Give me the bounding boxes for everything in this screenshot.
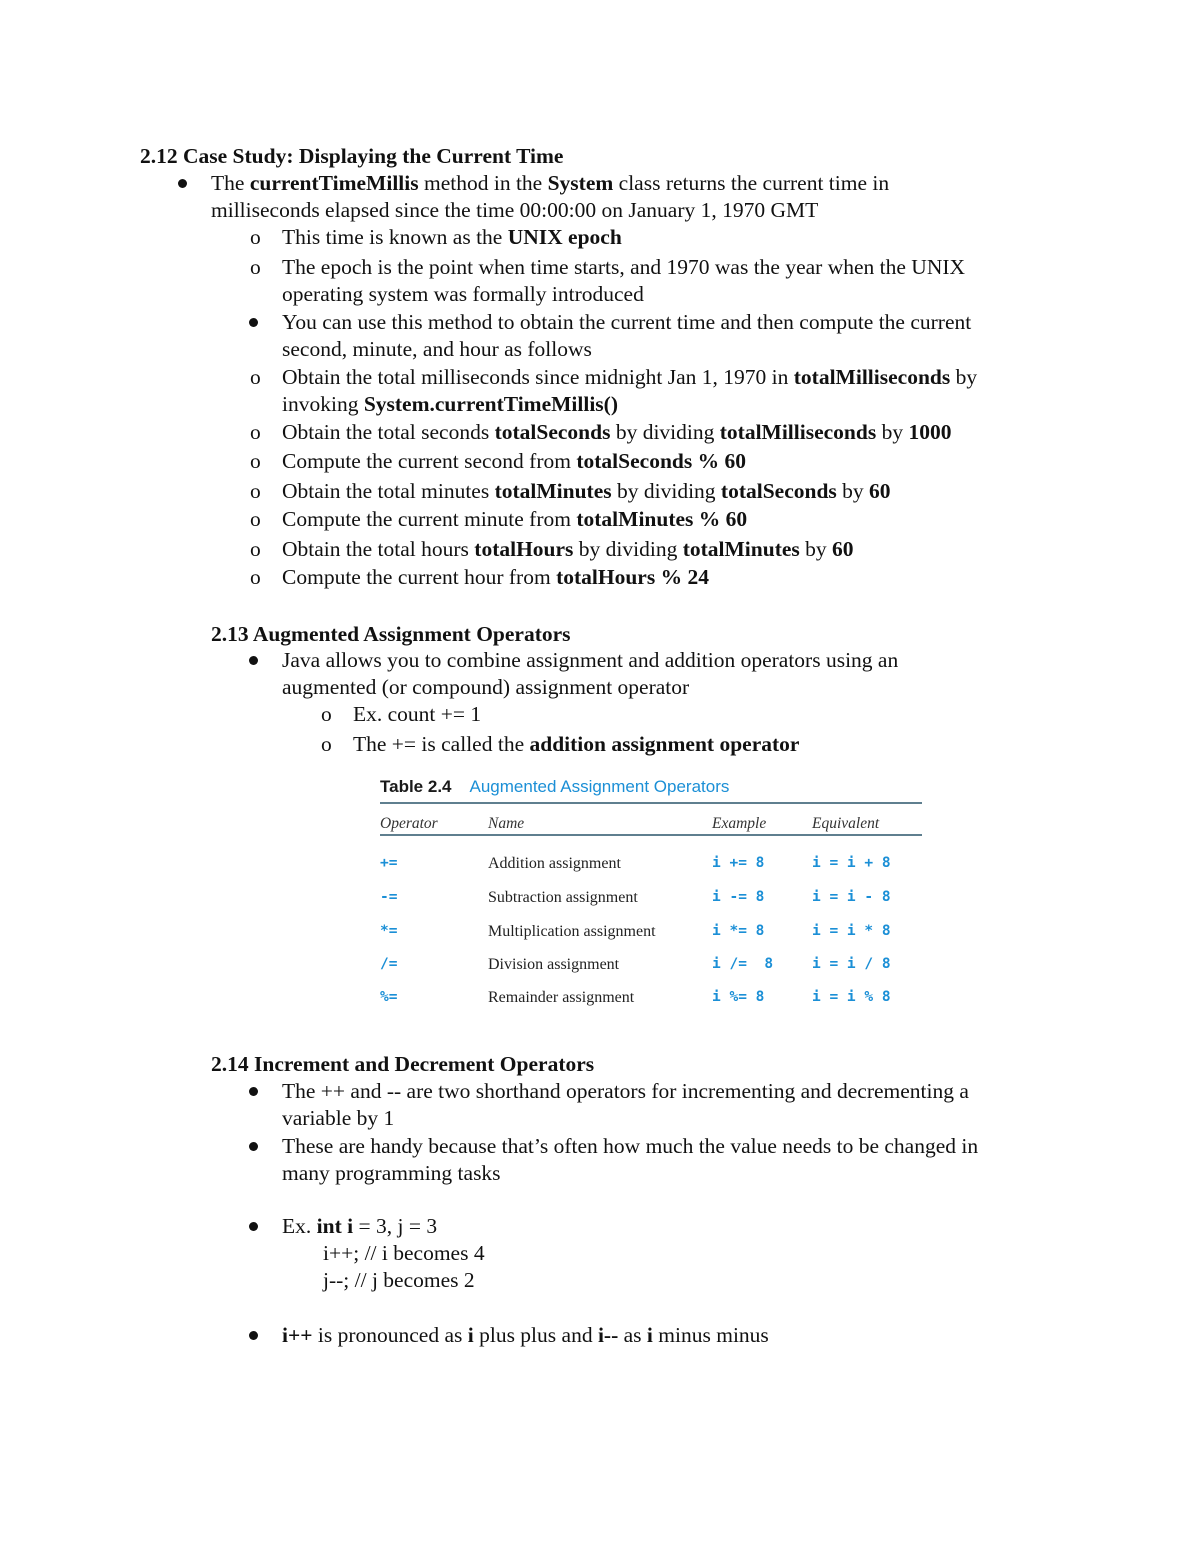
bullet-dot	[178, 179, 187, 188]
table-row: %= Remainder assignment i %= 8 i = i % 8	[380, 989, 891, 1006]
bullet-pronunciation: i++ is pronounced as i plus plus and i-- as i minus minus	[282, 1322, 1062, 1349]
bullet-dot	[249, 1331, 258, 1340]
bullet-current-time-millis: The currentTimeMillis method in the System class returns the current time in milliseconds elapsed since the time 00:00:00 on January 1, 1970 GMT	[211, 170, 991, 224]
table-title	[380, 776, 729, 798]
sub-item-total-minutes: o Obtain the total minutes totalMinutes by dividing totalSeconds by 60	[250, 479, 891, 503]
sub-item-epoch-definition: o The epoch is the point when time starts, and 1970 was the year when the UNIX operating system was formally introduced	[250, 255, 966, 306]
sub-item-current-second: o Compute the current second from totalSeconds % 60	[250, 449, 746, 473]
augmented-operators-table	[380, 776, 922, 1011]
bullet-dot	[249, 656, 258, 665]
table-header-name: Name	[488, 815, 525, 832]
table-row: -= Subtraction assignment i -= 8 i = i - 8	[380, 889, 891, 906]
sub-item-addition-assignment: o The += is called the addition assignment operator	[321, 732, 800, 756]
table-row: /= Division assignment i /= 8 i = i / 8	[380, 956, 891, 973]
bullet-compute-time: You can use this method to obtain the current time and then compute the current second, minute, and hour as follows	[282, 309, 1062, 363]
sub-item-count-example: o Ex. count += 1	[321, 702, 482, 726]
bullet-increment-example: Ex. int i = 3, j = 3 i++; // i becomes 4 j--; // j becomes 2	[282, 1213, 1062, 1294]
table-header-operator: Operator	[380, 815, 438, 832]
section-heading-2-14: 2.14 Increment and Decrement Operators	[211, 1052, 595, 1076]
table-row: += Addition assignment i += 8 i = i + 8	[380, 855, 891, 872]
bullet-dot	[249, 318, 258, 327]
bullet-dot	[249, 1222, 258, 1231]
section-heading-2-12: 2.12 Case Study: Displaying the Current Time	[140, 144, 564, 168]
bullet-shorthand-operators: The ++ and -- are two shorthand operators for incrementing and decrementing a variable by 1	[282, 1078, 1062, 1132]
sub-item-unix-epoch: o This time is known as the UNIX epoch	[250, 225, 622, 249]
table-header-rule	[380, 834, 922, 836]
table-row: *= Multiplication assignment i *= 8 i = i * 8	[380, 923, 891, 940]
bullet-dot	[249, 1087, 258, 1096]
bullet-handy-operators: These are handy because that’s often how much the value needs to be changed in many programming tasks	[282, 1133, 1062, 1187]
sub-item-current-minute: o Compute the current minute from totalMinutes % 60	[250, 507, 748, 531]
table-label: Table 2.4	[380, 777, 452, 796]
sub-item-total-seconds: o Obtain the total seconds totalSeconds by dividing totalMilliseconds by 1000	[250, 420, 952, 444]
bullet-augmented-operators: Java allows you to combine assignment and addition operators using an augmented (or compound) assignment operator	[282, 647, 1062, 701]
table-top-rule	[380, 802, 922, 804]
table-caption: Augmented Assignment Operators	[469, 777, 730, 796]
bullet-dot	[249, 1142, 258, 1151]
table-header-example: Example	[712, 815, 767, 832]
sub-item-total-milliseconds: o Obtain the total milliseconds since midnight Jan 1, 1970 in totalMilliseconds by invoking System.currentTimeMillis()	[250, 365, 978, 416]
sub-item-current-hour: o Compute the current hour from totalHours % 24	[250, 565, 709, 589]
section-heading-2-13: 2.13 Augmented Assignment Operators	[211, 622, 571, 646]
table-header-equivalent: Equivalent	[812, 815, 880, 832]
sub-item-total-hours: o Obtain the total hours totalHours by dividing totalMinutes by 60	[250, 537, 854, 561]
